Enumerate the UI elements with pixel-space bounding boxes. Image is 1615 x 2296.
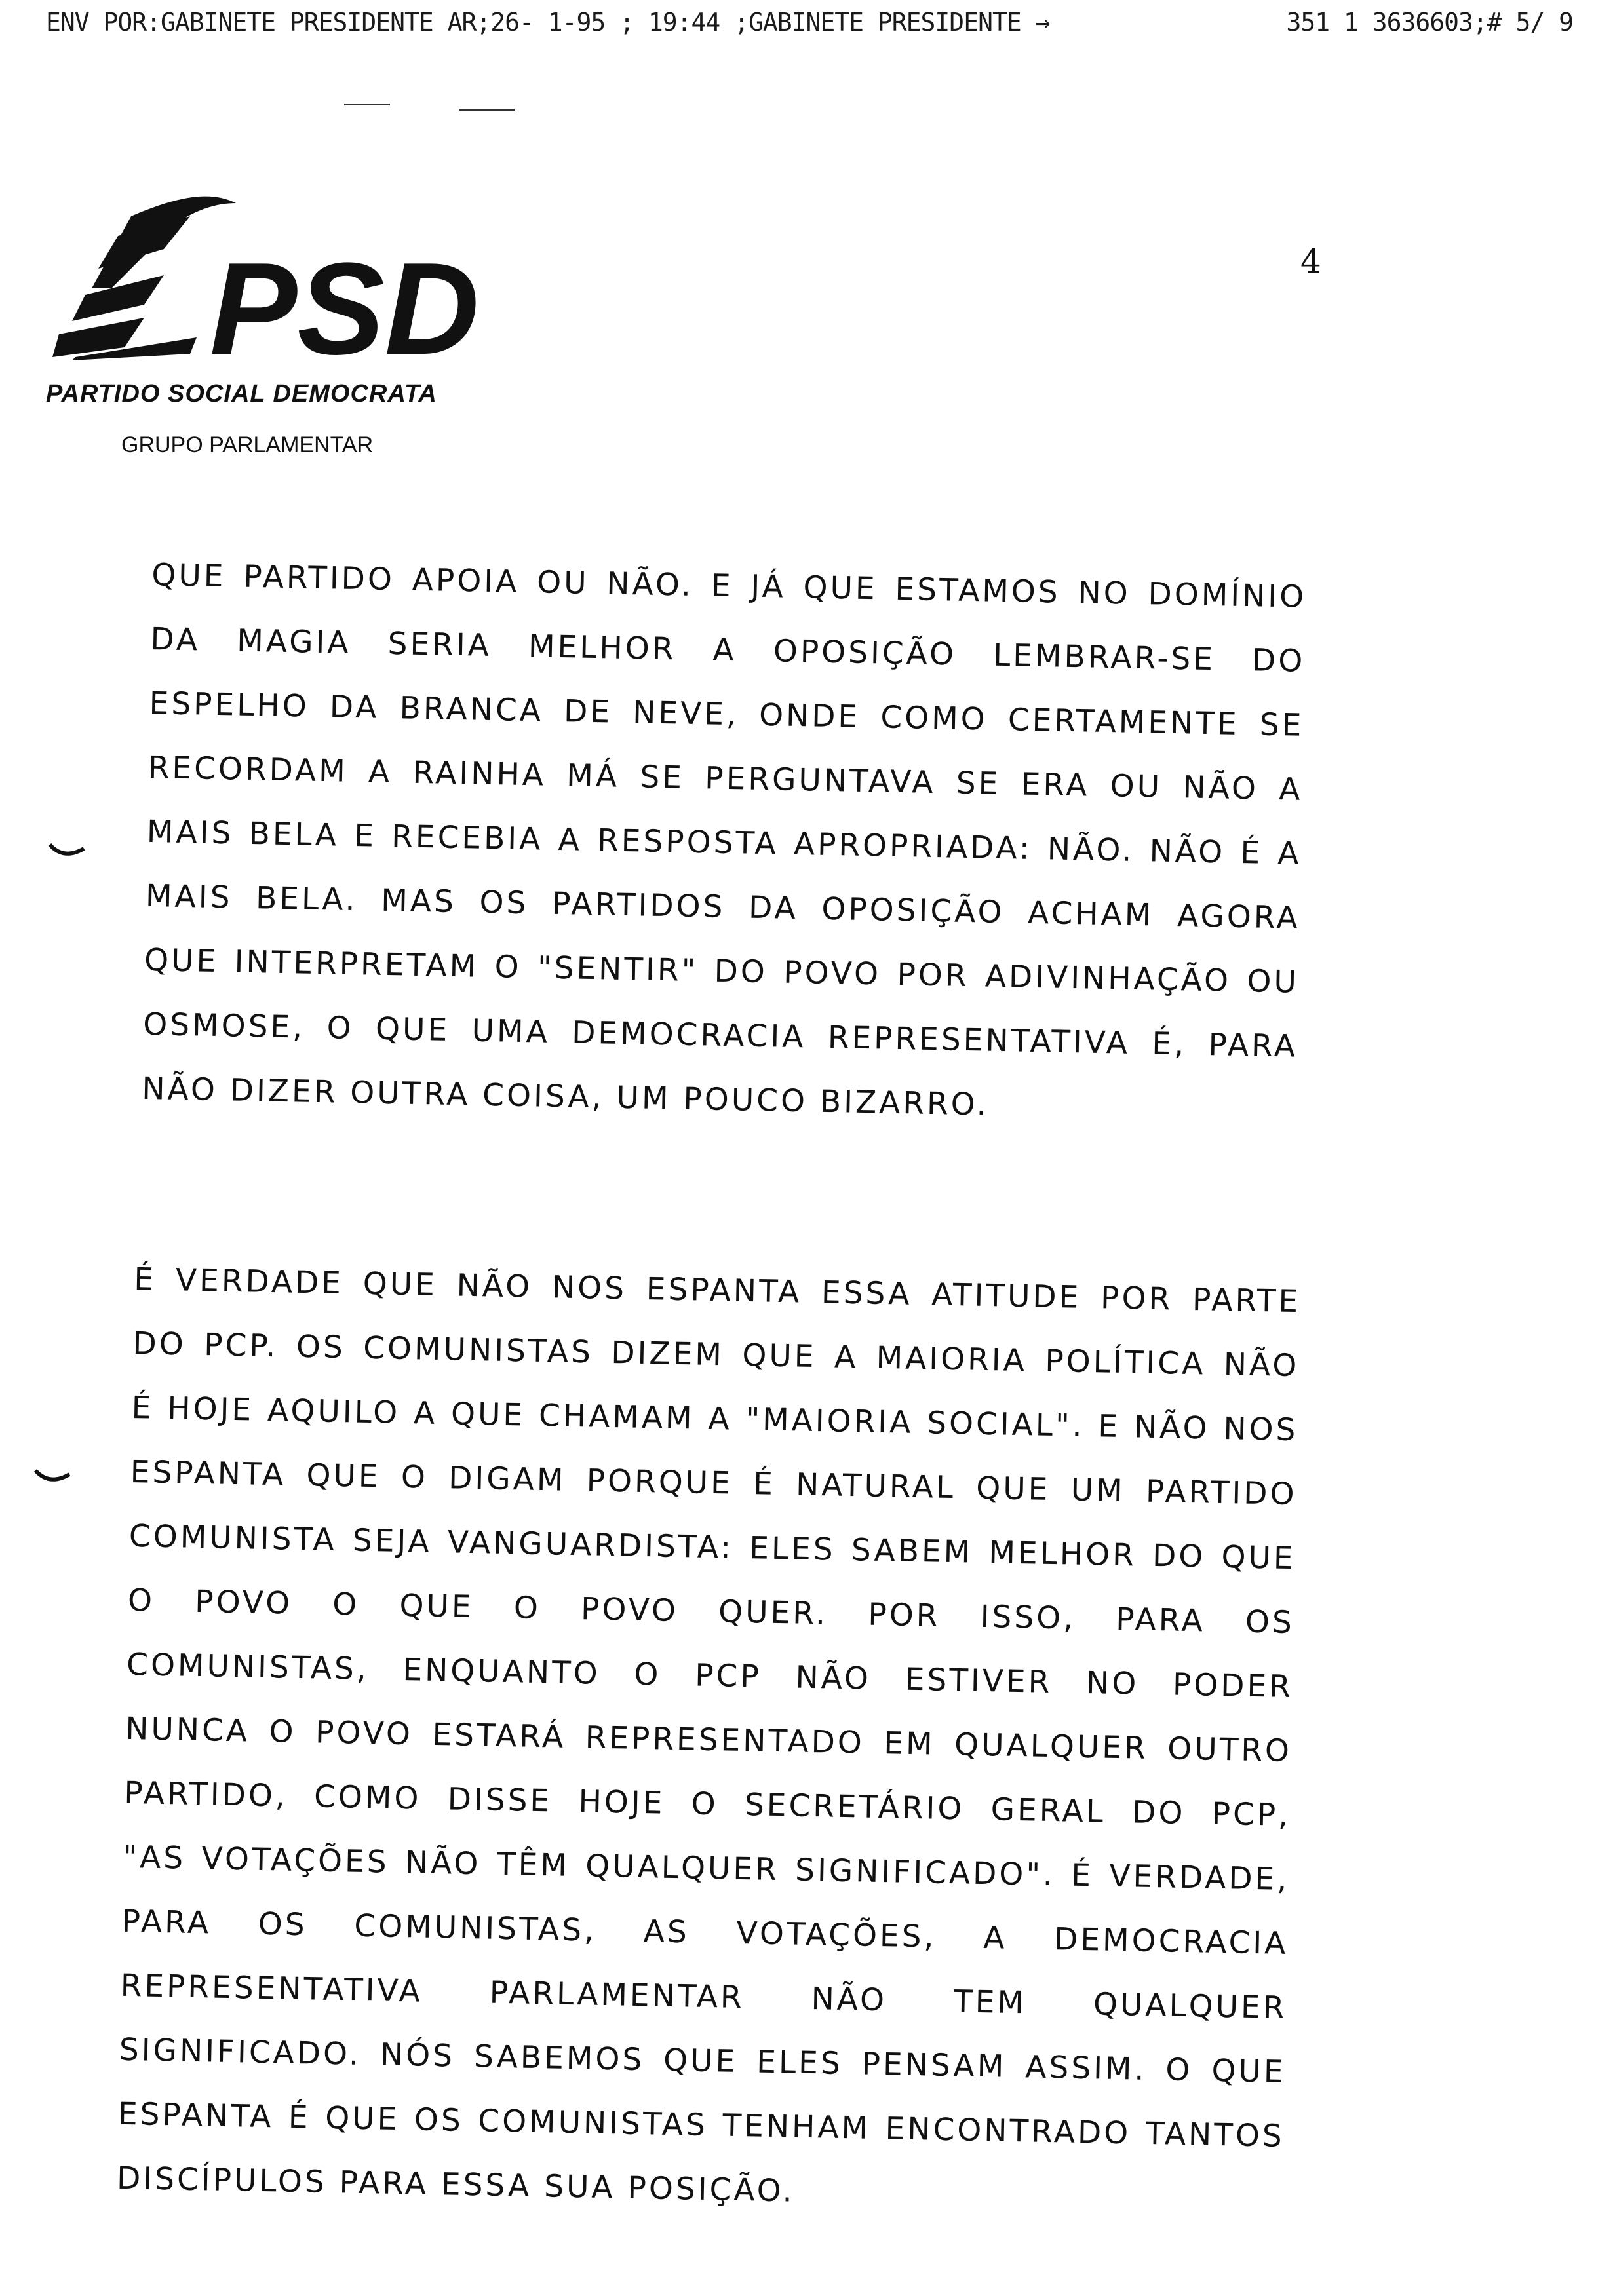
fax-header [46, 8, 1573, 47]
text-line: ESPANTA É QUE OS COMUNISTAS TENHAM ENCONTRADO TANTOS [117, 2095, 1285, 2154]
text-line: É HOJE AQUILO A QUE CHAMAM A "MAIORIA SOCIAL". E NÃO NOS [131, 1389, 1298, 1449]
text-line: DISCÍPULOS PARA ESSA SUA POSIÇÃO. [116, 2160, 796, 2210]
parliamentary-group: GRUPO PARLAMENTAR [121, 432, 374, 457]
logo-wordmark: PSD [210, 236, 480, 360]
text-line: PARTIDO, COMO DISSE HOJE O SECRETÁRIO GERAL DO PCP, [123, 1774, 1291, 1834]
text-line: DO PCP. OS COMUNISTAS DIZEM QUE A MAIORIA POLÍTICA NÃO [132, 1325, 1300, 1385]
text-line: COMUNISTA SEJA VANGUARDISTA: ELES SABEM MELHOR DO QUE [128, 1518, 1296, 1577]
text-line: "AS VOTAÇÕES NÃO TÊM QUALQUER SIGNIFICADO". É VERDADE, [123, 1839, 1290, 1898]
paragraph-1 [141, 557, 1307, 1123]
margin-mark-icon [33, 1468, 72, 1487]
text-line: ESPANTA QUE O DIGAM PORQUE É NATURAL QUE UM PARTIDO [130, 1453, 1298, 1513]
text-line: OSMOSE, O QUE UMA DEMOCRACIA REPRESENTATIVA É, PARA [142, 1006, 1298, 1065]
text-line: QUE PARTIDO APOIA OU NÃO. E JÁ QUE ESTAMOS NO DOMÍNIO [151, 557, 1307, 615]
fax-header-number: 351 1 3636603;# 5/ 9 [1286, 8, 1573, 37]
text-line: MAIS BELA. MAS OS PARTIDOS DA OPOSIÇÃO ACHAM AGORA [145, 877, 1301, 936]
text-line: PARA OS COMUNISTAS, AS VOTAÇÕES, A DEMOCRACIA [121, 1903, 1289, 1962]
text-line: MAIS BELA E RECEBIA A RESPOSTA APROPRIADA: NÃO. NÃO É A [146, 813, 1302, 872]
text-line: NUNCA O POVO ESTARÁ REPRESENTADO EM QUALQUER OUTRO [125, 1710, 1293, 1770]
text-line: NÃO DIZER OUTRA COISA, UM POUCO BIZARRO. [141, 1070, 990, 1123]
text-line: DA MAGIA SERIA MELHOR A OPOSIÇÃO LEMBRAR-SE DO [150, 621, 1306, 679]
fax-artifact-dash [344, 104, 390, 105]
text-line: ESPELHO DA BRANCA DE NEVE, ONDE COMO CERTAMENTE SE [149, 685, 1304, 744]
margin-mark-icon [47, 842, 87, 862]
text-line: O POVO O QUE O POVO QUER. POR ISSO, PARA OS [127, 1582, 1295, 1641]
paragraph-2 [116, 1261, 1301, 2210]
text-line: RECORDAM A RAINHA MÁ SE PERGUNTAVA SE ERA OU NÃO A [147, 749, 1304, 808]
text-line: SIGNIFICADO. NÓS SABEMOS QUE ELES PENSAM ASSIM. O QUE [119, 2031, 1287, 2090]
psd-arrows-logo-icon [46, 190, 544, 360]
text-line: QUE INTERPRETAM O "SENTIR" DO POVO POR ADIVINHAÇÃO OU [144, 942, 1300, 1001]
text-line: COMUNISTAS, ENQUANTO O PCP NÃO ESTIVER NO PODER [126, 1646, 1294, 1706]
text-line: É VERDADE QUE NÃO NOS ESPANTA ESSA ATITUDE POR PARTE [133, 1261, 1301, 1320]
fax-artifact-dash [459, 109, 515, 111]
letterhead-logo [46, 190, 544, 465]
text-line: REPRESENTATIVA PARLAMENTAR NÃO TEM QUALQUER [120, 1967, 1287, 2026]
page-number: 4 [1300, 242, 1321, 280]
party-name: PARTIDO SOCIAL DEMOCRATA [46, 380, 437, 408]
fax-header-sender: ENV POR:GABINETE PRESIDENTE AR;26- 1-95 ; 19:44 ;GABINETE PRESIDENTE → [46, 8, 1050, 37]
